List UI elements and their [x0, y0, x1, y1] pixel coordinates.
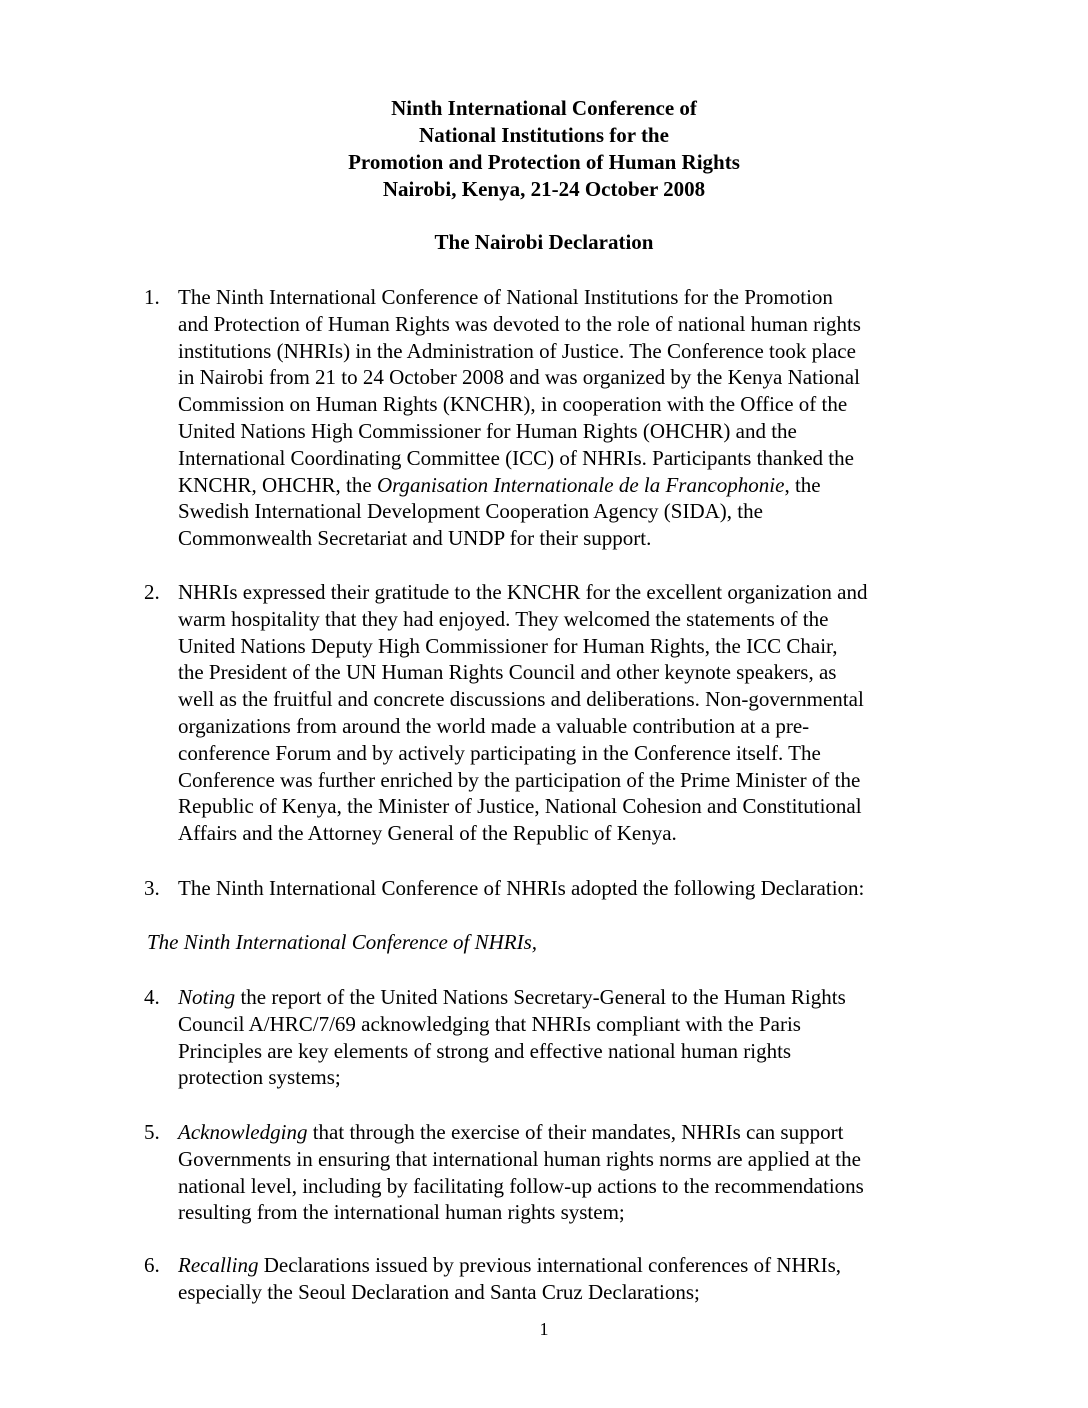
- paragraph-line: protection systems;: [178, 1065, 341, 1090]
- paragraph-line: The Ninth International Conference of NHRIs adopted the following Declaration:: [178, 876, 865, 900]
- paragraph-line: NHRIs expressed their gratitude to the KNCHR for the excellent organization and: [178, 580, 868, 604]
- paragraph-line: and Protection of Human Rights was devoted to the role of national human rights: [178, 311, 861, 336]
- paragraph-line: institutions (NHRIs) in the Administration of Justice. The Conference took place: [178, 338, 856, 363]
- paragraph-line: United Nations High Commissioner for Human Rights (OHCHR) and the: [178, 418, 797, 443]
- italic-lead-word: Recalling: [178, 1253, 259, 1277]
- paragraph-line: well as the fruitful and concrete discussions and deliberations. Non-governmental: [178, 687, 864, 712]
- line-text: KNCHR, OHCHR, the: [178, 472, 377, 497]
- paragraph-line: Principles are key elements of strong and effective national human rights: [178, 1038, 792, 1063]
- paragraph-line: especially the Seoul Declaration and Santa Cruz Declarations;: [178, 1279, 700, 1304]
- paragraph-line: Republic of Kenya, the Minister of Justice, National Cohesion and Constitutional: [178, 794, 862, 819]
- paragraph-1: [144, 284, 978, 552]
- line-text: that through the exercise of their mandates, NHRIs can support: [307, 1120, 844, 1144]
- conference-header: [0, 95, 1088, 203]
- paragraph-2: [144, 579, 978, 847]
- page-number: 1: [539, 1319, 549, 1339]
- paragraph-line: conference Forum and by actively participating in the Conference itself. The: [178, 740, 821, 765]
- paragraph-line: Affairs and the Attorney General of the Republic of Kenya.: [178, 821, 677, 846]
- header-line: National Institutions for the: [419, 123, 669, 147]
- paragraph-number: 6.: [144, 1253, 160, 1277]
- paragraph-number: 4.: [144, 985, 160, 1009]
- paragraph-line: Governments in ensuring that international human rights norms are applied at the: [178, 1146, 861, 1171]
- paragraph-line: Council A/HRC/7/69 acknowledging that NHRIs compliant with the Paris: [178, 1011, 801, 1036]
- line-text: , the: [784, 472, 821, 497]
- paragraph-number: 1.: [144, 285, 160, 309]
- paragraph-line: United Nations Deputy High Commissioner for Human Rights, the ICC Chair,: [178, 633, 838, 658]
- paragraph-line: Conference was further enriched by the participation of the Prime Minister of the: [178, 767, 861, 792]
- paragraph-5: [144, 1119, 978, 1226]
- paragraph-line: resulting from the international human rights system;: [178, 1200, 625, 1225]
- paragraph-number: 3.: [144, 876, 160, 900]
- paragraph-4: [144, 984, 978, 1091]
- italic-organization-name: Organisation Internationale de la Francophonie: [376, 472, 785, 497]
- paragraph-line: warm hospitality that they had enjoyed. They welcomed the statements of the: [178, 606, 829, 631]
- header-line: Ninth International Conference of: [391, 96, 697, 120]
- paragraph-line: International Coordinating Committee (ICC) of NHRIs. Participants thanked the: [178, 445, 854, 470]
- italic-lead-word: Acknowledging: [178, 1120, 308, 1144]
- paragraph-line: [178, 472, 978, 499]
- paragraph-line: Swedish International Development Cooperation Agency (SIDA), the: [178, 499, 763, 524]
- paragraph-line: The Ninth International Conference of National Institutions for the Promotion: [178, 285, 833, 309]
- header-line: Nairobi, Kenya, 21-24 October 2008: [382, 177, 706, 201]
- line-text: Declarations issued by previous international conferences of NHRIs,: [258, 1253, 842, 1277]
- paragraph-number: 2.: [144, 580, 160, 604]
- line-text: the report of the United Nations Secretary-General to the Human Rights: [235, 985, 846, 1009]
- paragraph-line: organizations from around the world made a valuable contribution at a pre-: [178, 713, 810, 738]
- paragraph-3: [144, 875, 978, 902]
- paragraph-line: Commonwealth Secretariat and UNDP for their support.: [178, 526, 652, 551]
- header-line: Promotion and Protection of Human Rights: [348, 150, 740, 174]
- paragraph-line: [178, 1252, 978, 1279]
- paragraph-line: national level, including by facilitating follow-up actions to the recommendations: [178, 1173, 864, 1198]
- declaration-preamble: The Ninth International Conference of NHRIs,: [147, 930, 538, 954]
- paragraph-line: the President of the UN Human Rights Council and other keynote speakers, as: [178, 660, 837, 685]
- paragraph-6: [144, 1252, 978, 1306]
- paragraph-line: [178, 1119, 978, 1146]
- paragraph-line: in Nairobi from 21 to 24 October 2008 and was organized by the Kenya National: [178, 365, 860, 390]
- paragraph-line: Commission on Human Rights (KNCHR), in cooperation with the Office of the: [178, 392, 848, 417]
- paragraph-line: [178, 984, 978, 1011]
- document-title: The Nairobi Declaration: [434, 230, 654, 254]
- italic-lead-word: Noting: [178, 985, 236, 1009]
- paragraph-number: 5.: [144, 1120, 160, 1144]
